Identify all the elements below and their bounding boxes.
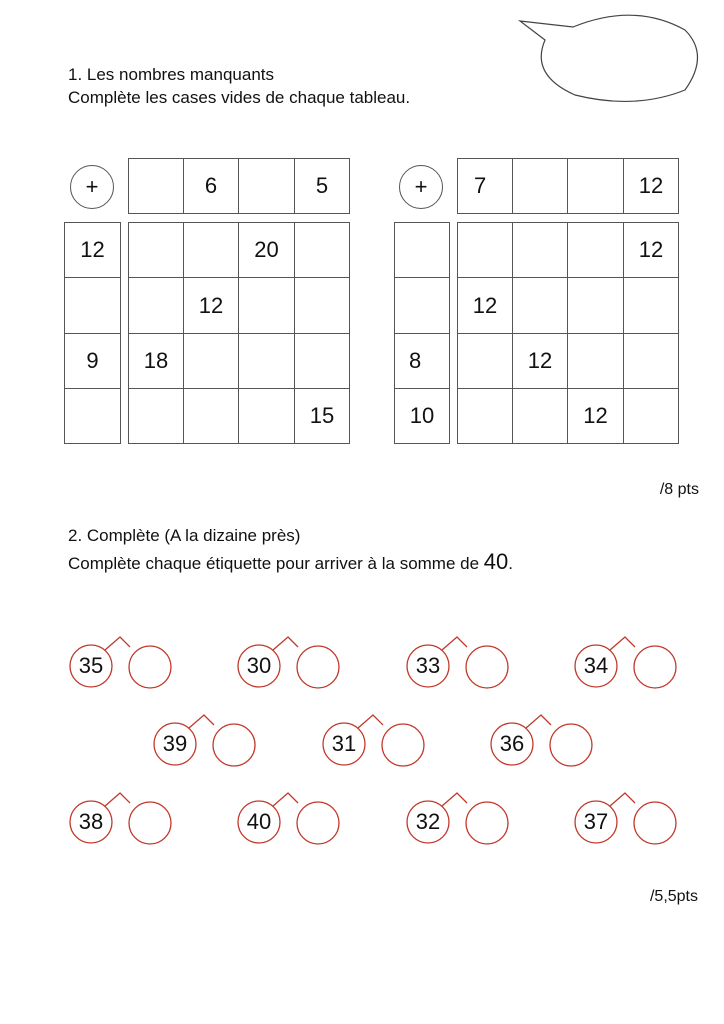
table1-header-cell[interactable]: 6 — [183, 158, 239, 214]
tag-answer-circle[interactable] — [550, 724, 592, 766]
tag-number: 37 — [583, 809, 609, 834]
number-tag — [489, 708, 599, 768]
table1-cell[interactable] — [238, 277, 295, 334]
number-tag — [573, 630, 683, 690]
tag-answer-circle[interactable] — [466, 646, 508, 688]
tag-number: 36 — [499, 731, 525, 756]
table2-row-label[interactable]: 8 — [394, 333, 450, 389]
table2-row-label[interactable] — [394, 222, 450, 278]
tag-answer-circle[interactable] — [297, 802, 339, 844]
table2-cell[interactable] — [623, 277, 679, 334]
tag-answer-circle[interactable] — [129, 802, 171, 844]
plus-operator-icon: + — [70, 165, 114, 209]
tag-number: 35 — [78, 653, 104, 678]
table2-cell[interactable]: 12 — [512, 333, 568, 389]
tag-answer-circle[interactable] — [634, 802, 676, 844]
section1-points: /8 pts — [659, 481, 699, 498]
tag-number: 32 — [415, 809, 441, 834]
table1-cell[interactable] — [294, 277, 350, 334]
table2-cell[interactable]: 12 — [567, 388, 624, 444]
number-tag — [405, 630, 515, 690]
table2-cell[interactable]: 12 — [623, 222, 679, 278]
tag-number: 39 — [162, 731, 188, 756]
table2-row-label[interactable]: 10 — [394, 388, 450, 444]
table1-cell[interactable] — [183, 388, 239, 444]
number-tag — [152, 708, 262, 768]
tag-number: 38 — [78, 809, 104, 834]
tag-number: 34 — [583, 653, 609, 678]
number-tag — [236, 786, 346, 846]
section1-title: 1. Les nombres manquants — [68, 65, 275, 84]
tag-answer-circle[interactable] — [297, 646, 339, 688]
table1-cell[interactable] — [294, 333, 350, 389]
tag-answer-circle[interactable] — [466, 802, 508, 844]
number-tag — [321, 708, 431, 768]
table2-cell[interactable]: 12 — [457, 277, 513, 334]
number-tag — [405, 786, 515, 846]
table1-cell[interactable] — [128, 277, 184, 334]
table2-cell[interactable] — [567, 222, 624, 278]
section1-instruction: Complète les cases vides de chaque tableau. — [68, 88, 411, 107]
table1-row-label[interactable]: 9 — [64, 333, 121, 389]
target-sum: 40 — [483, 549, 509, 574]
tag-answer-circle[interactable] — [634, 646, 676, 688]
table2-cell[interactable] — [567, 277, 624, 334]
instruction-text: Complète chaque étiquette pour arriver à la somme de — [68, 554, 484, 573]
table1-cell[interactable] — [128, 222, 184, 278]
table2-cell[interactable] — [512, 222, 568, 278]
tag-number: 33 — [415, 653, 441, 678]
plus-operator-icon: + — [399, 165, 443, 209]
table1-header-cell[interactable]: 5 — [294, 158, 350, 214]
table1-row-label[interactable]: 12 — [64, 222, 121, 278]
table2-cell[interactable] — [623, 333, 679, 389]
tag-answer-circle[interactable] — [382, 724, 424, 766]
instruction-end: . — [508, 554, 513, 573]
table2-header-cell[interactable] — [512, 158, 568, 214]
table2-cell[interactable] — [512, 388, 568, 444]
table1-header-cell[interactable] — [238, 158, 295, 214]
table2-cell[interactable] — [567, 333, 624, 389]
tag-number: 30 — [246, 653, 272, 678]
table2-header-cell[interactable]: 12 — [623, 158, 679, 214]
tag-number: 40 — [246, 809, 272, 834]
speech-bubble — [515, 10, 705, 110]
number-tag — [236, 630, 346, 690]
table2-cell[interactable] — [457, 388, 513, 444]
number-tag — [68, 630, 178, 690]
table1-cell[interactable] — [294, 222, 350, 278]
table1-cell[interactable] — [128, 388, 184, 444]
table1-cell[interactable]: 15 — [294, 388, 350, 444]
table2-row-label[interactable] — [394, 277, 450, 334]
tag-answer-circle[interactable] — [129, 646, 171, 688]
table2-header-cell[interactable]: 7 — [457, 158, 513, 214]
table2-cell[interactable] — [457, 222, 513, 278]
table1-cell[interactable] — [238, 388, 295, 444]
table2-cell[interactable] — [512, 277, 568, 334]
tag-number: 31 — [331, 731, 357, 756]
table1-cell[interactable]: 12 — [183, 277, 239, 334]
section2-points: /5,5pts — [649, 888, 698, 905]
table1-cell[interactable] — [183, 222, 239, 278]
table1-header-cell[interactable] — [128, 158, 184, 214]
table1-row-label[interactable] — [64, 277, 121, 334]
number-tag — [68, 786, 178, 846]
tag-answer-circle[interactable] — [213, 724, 255, 766]
table2-cell[interactable] — [457, 333, 513, 389]
table1-cell[interactable] — [183, 333, 239, 389]
section2-title: 2. Complète (A la dizaine près) — [68, 526, 301, 545]
number-tag — [573, 786, 683, 846]
table1-cell[interactable] — [238, 333, 295, 389]
table1-row-label[interactable] — [64, 388, 121, 444]
table1-cell[interactable]: 18 — [128, 333, 184, 389]
table2-cell[interactable] — [623, 388, 679, 444]
section2-instruction — [68, 551, 513, 575]
table1-cell[interactable]: 20 — [238, 222, 295, 278]
table2-header-cell[interactable] — [567, 158, 624, 214]
